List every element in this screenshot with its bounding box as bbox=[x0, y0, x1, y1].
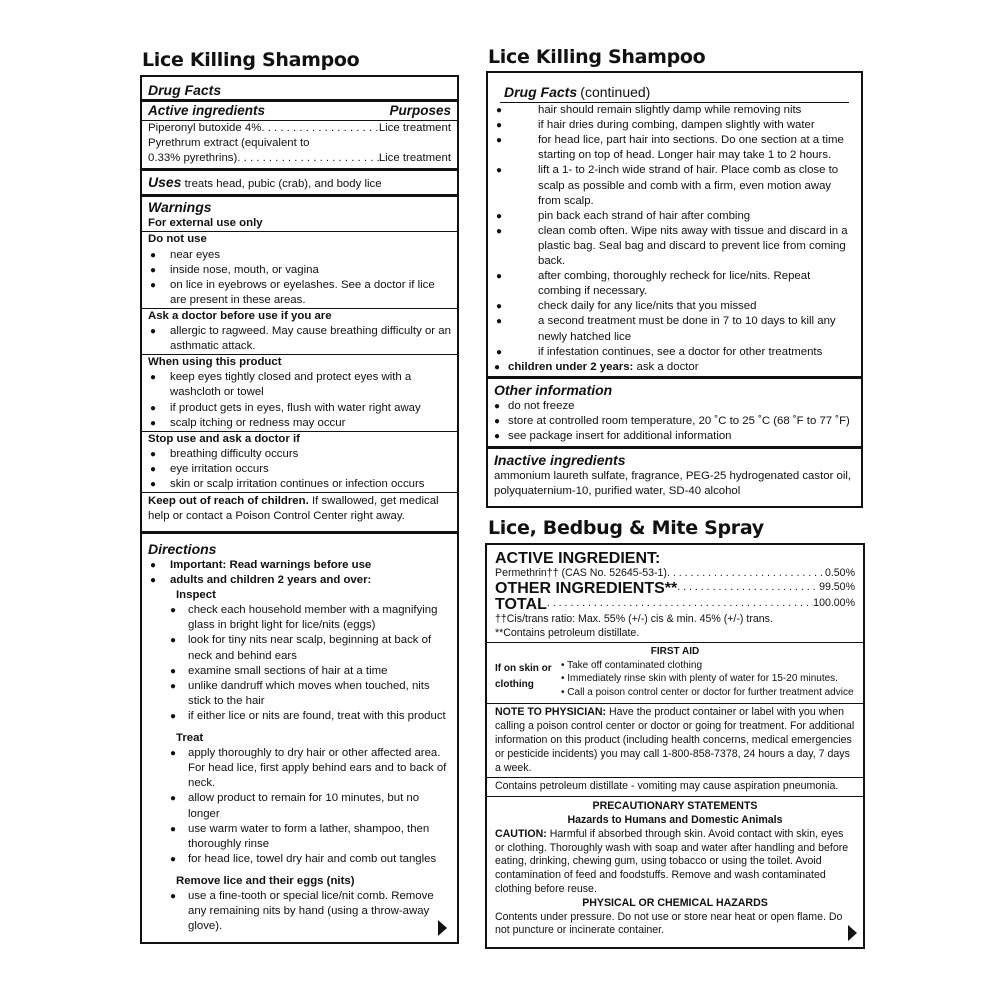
list-item: ● adults and children 2 years and over: bbox=[148, 573, 451, 588]
do-not-use-heading: Do not use bbox=[148, 233, 207, 246]
list-item: ● scalp itching or redness may occur bbox=[148, 416, 451, 431]
list-item: ● use a fine-tooth or special lice/nit comb. Remove any remaining nits by hand (using a throw-away glove). bbox=[148, 889, 451, 934]
right-product-title: Lice Killing Shampoo bbox=[488, 46, 706, 68]
list-item: ● skin or scalp irritation continues or infection occurs bbox=[148, 477, 451, 492]
spray-product-title: Lice, Bedbug & Mite Spray bbox=[488, 517, 764, 539]
children-text: ● children under 2 years: ask a doctor bbox=[494, 360, 855, 375]
hazards-heading: Hazards to Humans and Domestic Animals bbox=[567, 813, 783, 826]
inactive-ingredients-text: ammonium laureth sulfate, fragrance, PEG-25 hydrogenated castor oil, polyquaternium-10, purified water, SD-40 alcohol bbox=[494, 470, 852, 498]
ask-doctor-heading: Ask a doctor before use if you are bbox=[148, 309, 332, 322]
uses-heading: Uses bbox=[148, 174, 182, 191]
physical-hazards-heading: PHYSICAL OR CHEMICAL HAZARDS bbox=[582, 896, 768, 909]
remove-lice-heading: Remove lice and their eggs (nits) bbox=[176, 874, 355, 887]
list-item: ● unlike dandruff which moves when touched, nits stick to the hair bbox=[148, 679, 451, 709]
list-item: ● Important: Read warnings before use bbox=[148, 558, 451, 573]
ingredient-row: OTHER INGREDIENTS** . . . 99.50% bbox=[495, 581, 855, 597]
list-item: ● lift a 1- to 2-inch wide strand of hair. Place comb as close to scalp as possible and comb with a firm, even motion away from scalp. bbox=[494, 163, 855, 208]
first-aid-label: If on skin or clothing bbox=[495, 662, 552, 690]
drug-facts-heading: Drug Facts bbox=[504, 84, 578, 100]
list-item: ● if hair dries during combing, dampen slightly with water bbox=[494, 118, 855, 133]
list-item: ● pin back each strand of hair after combing bbox=[494, 209, 855, 224]
list-item: ● examine small sections of hair at a time bbox=[148, 664, 451, 679]
caution-text: CAUTION: Harmful if absorbed through skin. Avoid contact with skin, eyes or clothing. Thoroughly wash with soap and water after handling and before eating, drinking, chewing gum, using tobacco or using the toilet. Avoid contamination of feed and foodstuffs. Remove and wash contaminated clothing before reuse. bbox=[495, 827, 849, 895]
ingredient-row: TOTAL . . . 100.00% bbox=[495, 597, 855, 613]
list-item: ● see package insert for additional information bbox=[494, 429, 855, 444]
other-information-heading: Other information bbox=[494, 381, 613, 398]
list-item: ● look for tiny nits near scalp, beginning at back of neck and behind ears bbox=[148, 633, 451, 663]
list-item: ● if product gets in eyes, flush with water right away bbox=[148, 401, 451, 416]
active-ingredients-heading: Active ingredients bbox=[148, 103, 266, 118]
list-item: • Call a poison control center or doctor for further treatment advice bbox=[561, 686, 854, 698]
list-item: ● hair should remain slightly damp while removing nits bbox=[494, 103, 855, 118]
spray-label-panel bbox=[485, 543, 865, 949]
list-item: ● do not freeze bbox=[494, 399, 855, 414]
list-item: ● allergic to ragweed. May cause breathing difficulty or an asthmatic attack. bbox=[148, 324, 451, 354]
list-item: ● breathing difficulty occurs bbox=[148, 447, 451, 462]
ingredient-row: 0.33% pyrethrins) . . . Lice treatment bbox=[148, 151, 451, 166]
inspect-heading: Inspect bbox=[176, 589, 216, 602]
drug-facts-panel bbox=[140, 75, 459, 533]
when-using-heading: When using this product bbox=[148, 356, 282, 369]
list-item: ● inside nose, mouth, or vagina bbox=[148, 263, 451, 278]
drug-facts-heading: Drug Facts bbox=[148, 82, 222, 98]
list-item: ● clean comb often. Wipe nits away with tissue and discard in a plastic bag. Seal bag and discard to prevent lice from coming back. bbox=[494, 224, 855, 269]
stop-use-heading: Stop use and ask a doctor if bbox=[148, 432, 300, 445]
drug-facts-continued-panel bbox=[486, 71, 863, 508]
physician-note: NOTE TO PHYSICIAN: Have the product container or label with you when calling a poison control center or doctor or going for treatment. For additional information on this product (including health concerns, medical emergencies or pesticide incidents) you may call 1-800-858-7378, 24 hours a day, 7 days a week. bbox=[487, 704, 863, 778]
external-use-text: For external use only bbox=[148, 217, 263, 230]
list-item: ● store at controlled room temperature, 20 ˚C to 25 ˚C (68 ˚F to 77 ˚F) bbox=[494, 414, 855, 429]
cis-trans-note: ††Cis/trans ratio: Max. 55% (+/-) cis & min. 45% (+/-) trans. bbox=[495, 612, 773, 625]
first-aid-heading: FIRST AID bbox=[650, 646, 700, 658]
ingredient-row: Piperonyl butoxide 4% . . . Lice treatment bbox=[148, 121, 451, 136]
directions-heading: Directions bbox=[148, 541, 217, 557]
list-item: ● on lice in eyebrows or eyelashes. See a doctor if lice are present in these areas. bbox=[148, 278, 451, 308]
list-item: ● if either lice or nits are found, treat with this product bbox=[148, 709, 451, 724]
continue-arrow-icon bbox=[438, 920, 447, 936]
ingredient-text: Pyrethrum extract (equivalent to bbox=[148, 137, 310, 150]
list-item: ● for head lice, part hair into sections. Do one section at a time starting on top of head. Longer hair may take 1 to 2 hours. bbox=[494, 133, 855, 163]
list-item: • Immediately rinse skin with plenty of water for 15-20 minutes. bbox=[561, 673, 838, 685]
continued-label: (continued) bbox=[580, 84, 651, 100]
precautionary-heading: PRECAUTIONARY STATEMENTS bbox=[592, 800, 758, 813]
list-item: ● eye irritation occurs bbox=[148, 462, 451, 477]
list-item: ● for head lice, towel dry hair and comb out tangles bbox=[148, 852, 451, 867]
petroleum-note: **Contains petroleum distillate. bbox=[495, 626, 640, 639]
warnings-heading: Warnings bbox=[148, 199, 212, 216]
uses-text: treats head, pubic (crab), and body lice bbox=[184, 178, 382, 191]
list-item: ● use warm water to form a lather, shampoo, then thoroughly rinse bbox=[148, 822, 451, 852]
list-item: ● if infestation continues, see a doctor for other treatments bbox=[494, 345, 855, 360]
inactive-ingredients-heading: Inactive ingredients bbox=[494, 452, 626, 469]
list-item: ● check each household member with a magnifying glass in bright light for lice/nits (eggs) bbox=[148, 603, 451, 633]
ingredient-row: Permethrin†† (CAS No. 52645-53-1) . . . 0.50% bbox=[495, 567, 855, 581]
list-item: ● allow product to remain for 10 minutes, but no longer bbox=[148, 791, 451, 821]
list-item: ● keep eyes tightly closed and protect eyes with a washcloth or towel bbox=[148, 370, 451, 400]
left-product-title: Lice Killing Shampoo bbox=[142, 49, 360, 71]
list-item: • Take off contaminated clothing bbox=[561, 659, 703, 671]
list-item: ● apply thoroughly to dry hair or other affected area. For head lice, first apply behind ears and to back of neck. bbox=[148, 746, 451, 791]
continue-arrow-icon bbox=[848, 925, 857, 941]
list-item: ● a second treatment must be done in 7 to 10 days to kill any newly hatched lice bbox=[494, 314, 855, 344]
list-item: ● check daily for any lice/nits that you missed bbox=[494, 299, 855, 314]
physical-hazards-text: Contents under pressure. Do not use or store near heat or open flame. Do not puncture or incinerate container. bbox=[495, 910, 843, 937]
petroleum-warning: Contains petroleum distillate - vomiting may cause aspiration pneumonia. bbox=[487, 778, 863, 797]
list-item: ● after combing, thoroughly recheck for lice/nits. Repeat combing if necessary. bbox=[494, 269, 855, 299]
treat-heading: Treat bbox=[176, 732, 204, 745]
directions-panel bbox=[140, 533, 459, 944]
active-ingredient-heading: ACTIVE INGREDIENT: bbox=[495, 550, 661, 567]
list-item: ● near eyes bbox=[148, 248, 451, 263]
purposes-heading: Purposes bbox=[389, 103, 451, 118]
keep-out-text: Keep out of reach of children. If swallowed, get medical help or contact a Poison Control Center right away. bbox=[148, 495, 439, 523]
